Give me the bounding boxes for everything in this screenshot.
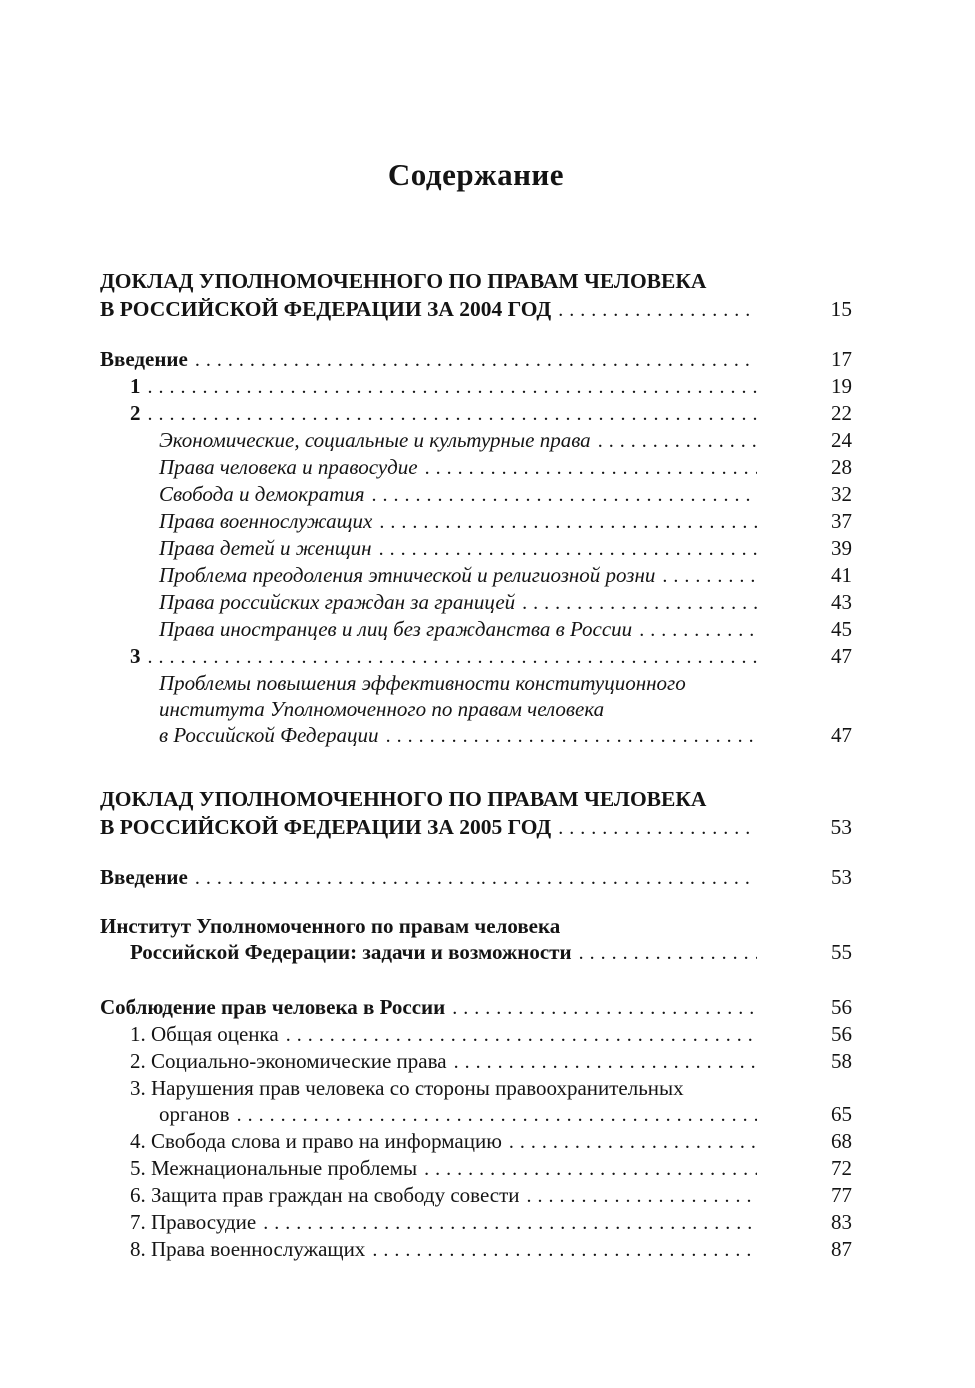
toc-page-number: 17 <box>831 347 852 371</box>
toc-page-number: 53 <box>831 865 852 889</box>
toc-dot-leader <box>141 401 758 427</box>
toc-dot-leader <box>279 1022 757 1048</box>
page-title: Содержание <box>387 157 565 192</box>
toc-entry-text: Права человека и правосудие <box>159 455 418 479</box>
toc-row <box>100 696 852 722</box>
toc-dot-leader <box>365 1237 757 1263</box>
toc-entry-text: в Российской Федерации <box>159 723 379 747</box>
toc-row <box>100 1075 852 1101</box>
toc-entry-text: Права детей и женщин <box>159 536 372 560</box>
toc-row <box>100 1021 852 1048</box>
toc-row <box>100 267 852 295</box>
toc-content <box>100 155 852 1263</box>
toc-page-number: 41 <box>831 563 852 587</box>
toc-page-number: 77 <box>831 1183 852 1207</box>
toc-row <box>100 481 852 508</box>
toc-dot-leader <box>591 428 757 454</box>
toc-page-number: 87 <box>831 1237 852 1261</box>
toc-row <box>100 1128 852 1155</box>
toc-entry-text: Институт Уполномоченного по правам человека <box>100 914 561 938</box>
toc-entry-text: 7. Правосудие <box>130 1210 257 1234</box>
toc-page-number: 22 <box>831 401 852 425</box>
toc-entry-text: 3. Нарушения прав человека со стороны правоохранительных <box>130 1076 684 1100</box>
toc-entry-text: В РОССИЙСКОЙ ФЕДЕРАЦИИ ЗА 2005 ГОД <box>100 815 552 839</box>
toc-row <box>100 722 852 749</box>
toc-row <box>100 535 852 562</box>
toc-row <box>100 785 852 813</box>
toc-row <box>100 454 852 481</box>
toc-page-number: 39 <box>831 536 852 560</box>
toc-entry-text: Экономические, социальные и культурные права <box>159 428 591 452</box>
toc-dot-leader <box>445 995 757 1021</box>
toc-entry-text: Свобода и демократия <box>159 482 365 506</box>
toc-page-number: 47 <box>831 723 852 747</box>
toc-entry-text: 2. Социально-экономические права <box>130 1049 447 1073</box>
toc-entry-text: Права военнослужащих <box>159 509 373 533</box>
toc-row <box>100 864 852 891</box>
toc-dot-leader <box>379 723 757 749</box>
toc-page-number: 45 <box>831 617 852 641</box>
toc-entry-text: 1 <box>130 374 141 398</box>
toc-row <box>100 427 852 454</box>
toc-entry-text: 5. Межнациональные проблемы <box>130 1156 418 1180</box>
toc-page-number: 15 <box>830 297 852 321</box>
toc-page-number: 43 <box>831 590 852 614</box>
toc-row <box>100 562 852 589</box>
toc-entry-text: Введение <box>100 347 188 371</box>
toc-row <box>100 373 852 400</box>
toc-dot-leader <box>447 1049 757 1075</box>
toc-page-number: 56 <box>831 1022 852 1046</box>
toc-entry-text: 1. Общая оценка <box>130 1022 279 1046</box>
toc-row <box>100 1209 852 1236</box>
toc-entry-text: органов <box>159 1102 230 1126</box>
toc-row <box>100 589 852 616</box>
toc-dot-leader <box>515 590 757 616</box>
toc-entry-text: 2 <box>130 401 141 425</box>
toc-list <box>100 267 852 1263</box>
toc-row <box>100 670 852 696</box>
toc-entry-text: ДОКЛАД УПОЛНОМОЧЕННОГО ПО ПРАВАМ ЧЕЛОВЕКА <box>100 269 707 293</box>
toc-row <box>100 994 852 1021</box>
toc-page-number: 32 <box>831 482 852 506</box>
toc-dot-leader <box>256 1210 757 1236</box>
toc-page-number: 37 <box>831 509 852 533</box>
toc-entry-text: 4. Свобода слова и право на информацию <box>130 1129 502 1153</box>
toc-page-number: 24 <box>831 428 852 452</box>
toc-row <box>100 616 852 643</box>
toc-page-number: 53 <box>830 815 852 839</box>
toc-row <box>100 400 852 427</box>
toc-row <box>100 1182 852 1209</box>
toc-row <box>100 346 852 373</box>
toc-page-number: 65 <box>831 1102 852 1126</box>
toc-dot-leader <box>372 509 757 535</box>
toc-entry-text: ДОКЛАД УПОЛНОМОЧЕННОГО ПО ПРАВАМ ЧЕЛОВЕКА <box>100 787 707 811</box>
toc-dot-leader <box>141 644 758 670</box>
toc-entry-text: 8. Права военнослужащих <box>130 1237 366 1261</box>
toc-entry-text: Проблема преодоления этнической и религиозной розни <box>159 563 656 587</box>
toc-entry-text: Соблюдение прав человека в России <box>100 995 446 1019</box>
toc-dot-leader <box>365 482 757 508</box>
toc-page-number: 55 <box>831 940 852 964</box>
toc-row <box>100 508 852 535</box>
toc-row <box>100 643 852 670</box>
toc-dot-leader <box>655 563 757 589</box>
toc-dot-leader <box>188 347 757 373</box>
toc-entry-text: 3 <box>130 644 141 668</box>
toc-row <box>100 1048 852 1075</box>
toc-dot-leader <box>418 455 757 481</box>
toc-page-number: 56 <box>831 995 852 1019</box>
toc-page-number: 83 <box>831 1210 852 1234</box>
toc-page-number: 68 <box>831 1129 852 1153</box>
toc-entry-text: Введение <box>100 865 188 889</box>
toc-entry-text: института Уполномоченного по правам человека <box>159 697 605 721</box>
toc-entry-text: Права иностранцев и лиц без гражданства в России <box>159 617 633 641</box>
toc-dot-leader <box>230 1102 757 1128</box>
toc-entry-text: Права российских граждан за границей <box>159 590 516 614</box>
toc-dot-leader <box>520 1183 757 1209</box>
toc-row <box>100 813 852 842</box>
toc-entry-text: 6. Защита прав граждан на свободу совести <box>130 1183 520 1207</box>
toc-page-number: 28 <box>831 455 852 479</box>
toc-dot-leader <box>632 617 757 643</box>
toc-dot-leader <box>551 296 757 324</box>
toc-page-number: 72 <box>831 1156 852 1180</box>
toc-row <box>100 939 852 966</box>
toc-page-number: 47 <box>831 644 852 668</box>
toc-row <box>100 295 852 324</box>
toc-dot-leader <box>188 865 757 891</box>
toc-row <box>100 1155 852 1182</box>
toc-dot-leader <box>502 1129 757 1155</box>
toc-page-number: 58 <box>831 1049 852 1073</box>
toc-dot-leader <box>141 374 758 400</box>
toc-page-number: 19 <box>831 374 852 398</box>
toc-entry-text: Проблемы повышения эффективности конституционного <box>159 671 686 695</box>
toc-dot-leader <box>417 1156 757 1182</box>
toc-row <box>100 1101 852 1128</box>
toc-row <box>100 913 852 939</box>
toc-entry-text: В РОССИЙСКОЙ ФЕДЕРАЦИИ ЗА 2004 ГОД <box>100 297 552 321</box>
toc-dot-leader <box>572 940 757 966</box>
toc-row <box>100 1236 852 1263</box>
toc-entry-text: Российской Федерации: задачи и возможности <box>130 940 572 964</box>
toc-dot-leader <box>372 536 757 562</box>
toc-dot-leader <box>551 814 757 842</box>
